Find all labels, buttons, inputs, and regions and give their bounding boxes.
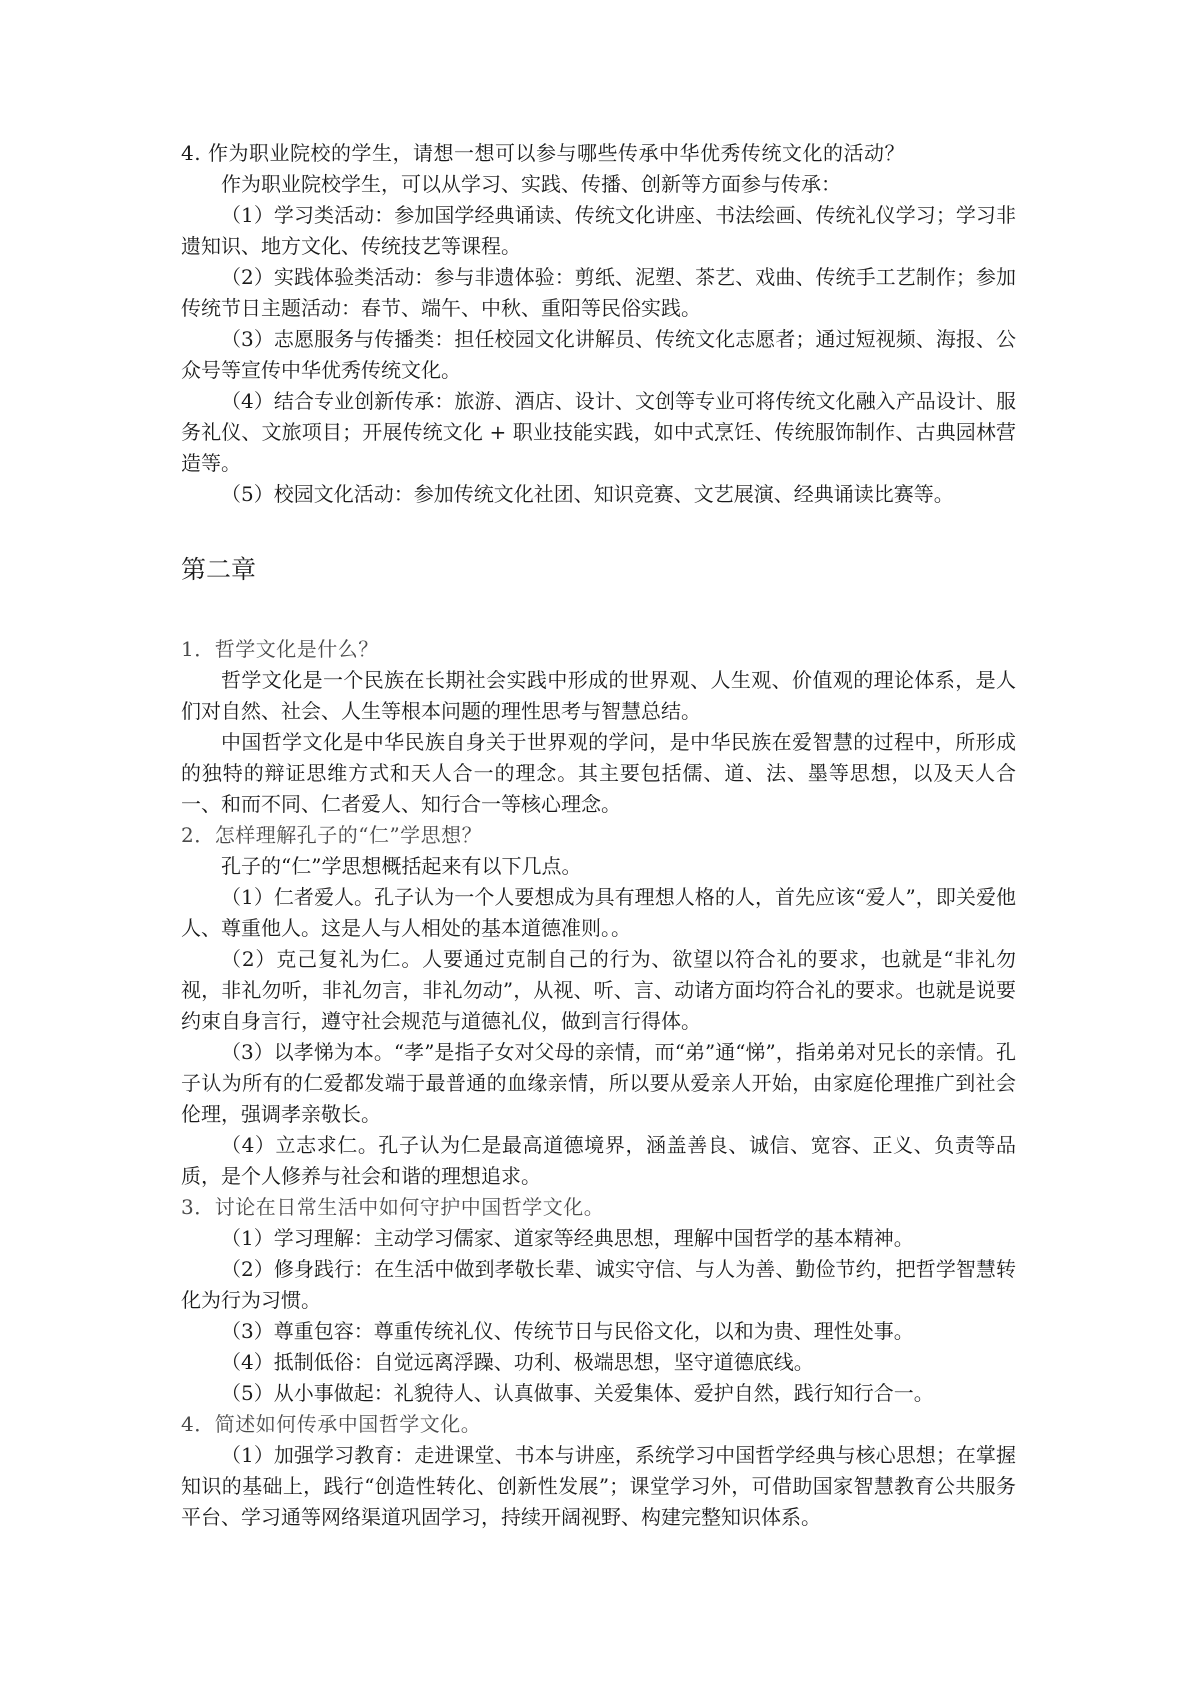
list-item: （3）尊重包容：尊重传统礼仪、传统节日与民俗文化，以和为贵、理性处事。: [221, 1319, 914, 1343]
list-item: （3）志愿服务与传播类：担任校园文化讲解员、传统文化志愿者；通过短视频、海报、公众号等宣传中华优秀传统文化。: [181, 327, 1016, 382]
paragraph: 哲学文化是一个民族在长期社会实践中形成的世界观、人生观、价值观的理论体系，是人们对自然、社会、人生等根本问题的理性思考与智慧总结。: [181, 668, 1016, 723]
question-heading: 4．简述如何传承中国哲学文化。: [181, 1412, 482, 1436]
list-item: （2）修身践行：在生活中做到孝敬长辈、诚实守信、与人为善、勤俭节约，把哲学智慧转化为行为习惯。: [181, 1257, 1016, 1312]
paragraph: 作为职业院校学生，可以从学习、实践、传播、创新等方面参与传承：: [221, 172, 841, 196]
list-item: （2）克己复礼为仁。人要通过克制自己的行为、欲望以符合礼的要求，也就是“非礼勿视，非礼勿听，非礼勿言，非礼勿动”，从视、听、言、动诸方面均符合礼的要求。也就是说要约束自身言行，遵守社会规范与道德礼仪，做到言行得体。: [181, 947, 1016, 1033]
paragraph: 孔子的“仁”学思想概括起来有以下几点。: [221, 854, 582, 878]
list-item: （1）学习理解：主动学习儒家、道家等经典思想，理解中国哲学的基本精神。: [221, 1226, 914, 1250]
document-page: [181, 138, 1016, 1533]
list-item: （4）结合专业创新传承：旅游、酒店、设计、文创等专业可将传统文化融入产品设计、服务礼仪、文旅项目；开展传统文化 + 职业技能实践，如中式烹饪、传统服饰制作、古典园林营造等。: [181, 389, 1016, 475]
chapter-title: 第二章: [181, 555, 257, 584]
question-heading: 3．讨论在日常生活中如何守护中国哲学文化。: [181, 1195, 605, 1219]
paragraph: 中国哲学文化是中华民族自身关于世界观的学问，是中华民族在爱智慧的过程中，所形成的独特的辩证思维方式和天人合一的理念。其主要包括儒、道、法、墨等思想，以及天人合一、和而不同、仁者爱人、知行合一等核心理念。: [181, 730, 1016, 816]
list-item: （1）学习类活动：参加国学经典诵读、传统文化讲座、书法绘画、传统礼仪学习；学习非遗知识、地方文化、传统技艺等课程。: [181, 203, 1016, 258]
list-item: （4）抵制低俗：自觉远离浮躁、功利、极端思想，坚守道德底线。: [221, 1350, 814, 1374]
list-item: （3）以孝悌为本。“孝”是指子女对父母的亲情，而“弟”通“悌”，指弟弟对兄长的亲情。孔子认为所有的仁爱都发端于最普通的血缘亲情，所以要从爱亲人开始，由家庭伦理推广到社会伦理，强调孝亲敬长。: [181, 1040, 1016, 1126]
list-item: （5）校园文化活动：参加传统文化社团、知识竞赛、文艺展演、经典诵读比赛等。: [221, 482, 954, 506]
question-heading: 1．哲学文化是什么？: [181, 637, 379, 661]
list-item: （1）仁者爱人。孔子认为一个人要想成为具有理想人格的人，首先应该“爱人”，即关爱他人、尊重他人。这是人与人相处的基本道德准则。。: [181, 885, 1016, 940]
list-item: （5）从小事做起：礼貌待人、认真做事、关爱集体、爱护自然，践行知行合一。: [221, 1381, 934, 1405]
list-item: （4）立志求仁。孔子认为仁是最高道德境界，涵盖善良、诚信、宽容、正义、负责等品质，是个人修养与社会和谐的理想追求。: [181, 1133, 1016, 1188]
question-heading: 4. 作为职业院校的学生，请想一想可以参与哪些传承中华优秀传统文化的活动？: [181, 141, 905, 165]
list-item: （1）加强学习教育：走进课堂、书本与讲座，系统学习中国哲学经典与核心思想；在掌握知识的基础上，践行“创造性转化、创新性发展”；课堂学习外，可借助国家智慧教育公共服务平台、学习通等网络渠道巩固学习，持续开阔视野、构建完整知识体系。: [181, 1443, 1016, 1529]
list-item: （2）实践体验类活动：参与非遗体验：剪纸、泥塑、茶艺、戏曲、传统手工艺制作；参加传统节日主题活动：春节、端午、中秋、重阳等民俗实践。: [181, 265, 1016, 320]
question-heading: 2．怎样理解孔子的“仁”学思想？: [181, 823, 483, 847]
